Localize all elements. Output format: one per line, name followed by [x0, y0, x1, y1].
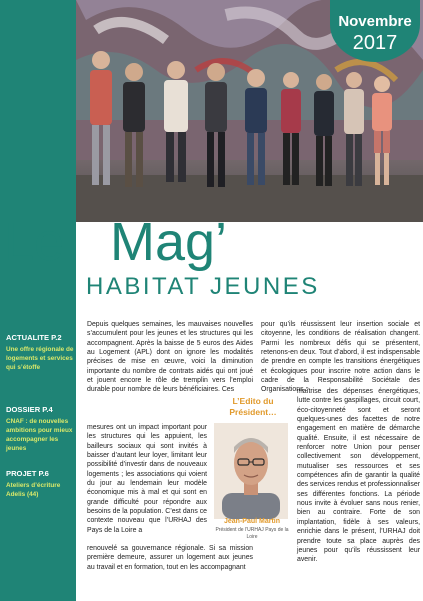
president-name: Jean-Paul Martin [223, 518, 280, 525]
sidebar-entry-actualite[interactable] [6, 333, 74, 372]
article-col2-narrow: maîtrise des dépenses énergétiques, lutte contre les gaspillages, circuit court, éco-citoyenneté sont et seront quelques-unes des facettes de notre engagement en matière de démarche qualité. Ensuite, il est nécessaire de renforcer notre Union pour penser collectivement son développement, mutualiser ses ressources et ses compétences afin de garantir la qualité des services rendus et professionnaliser ses différentes fonctions. La période nous invite à évoluer sans nous renier, bien au contraire. Forte de son implantation, fidèle à ses valeurs, enrichie dans le présent, l’URHAJ doit prendre toute sa place auprès des jeunes pour qu’ils réussissent leur avenir. [297, 388, 420, 564]
article-col2-top: pour qu’ils réussissent leur insertion sociale et citoyenne, les conditions de réalisation changent. Parmi les nombreux défis qui se présentent, retenons-en deux. Tout d’abord, il est indispensable de prendre en compte les transitions énergétiques et écologiques pour inscrire notre action dans le cadre de la Responsabilité Sociétale des Organisations : [261, 321, 420, 394]
sidebar-entry-text: Ateliers d’écriture Adelis (44) [6, 482, 61, 498]
article-col1-bottom: renouvelé sa gouvernance régionale. Si sa mission première demeure, assurer un logement aux jeunes au travail et en formation, tout en les accompagnant [87, 545, 253, 571]
sidebar-entry-dossier[interactable] [6, 405, 74, 453]
president-portrait [214, 423, 288, 519]
article-col1-top: Depuis quelques semaines, les mauvaises nouvelles s’accumulent pour les jeunes et les structures qui les accompagnent. Après la baisse de 5 euros des Aides au Logement (APL) dont on ignore les modalités précises de mise en œuvre, voici la diminution importante du nombre de contrats aidés qui ont joué et jouent encore le rôle de tremplin vers l’emploi durable pour nombre de leurs bénéficiaires. Ces [87, 321, 253, 394]
date-badge [330, 0, 420, 62]
sidebar-entry-head: PROJET P.6 [6, 469, 49, 478]
masthead-le: Le [4, 212, 65, 272]
president-role: Président de l’URHAJ Pays de la Loire [215, 527, 289, 540]
edito-title: L’Edito du Président… [229, 396, 277, 417]
issue-year: 2017 [352, 32, 398, 54]
sidebar-entry-projet[interactable] [6, 469, 74, 499]
sidebar-entry-text: Une offre régionale de logements et services qui s’étoffe [6, 346, 74, 371]
sidebar-band [0, 0, 76, 601]
sidebar-entry-text: CNAF : de nouvelles ambitions pour mieux accompagner les jeunes [6, 418, 73, 452]
masthead-subtitle: HABITAT JEUNES [86, 273, 320, 300]
issue-month: Novembre [338, 13, 412, 30]
sidebar-entry-head: DOSSIER P.4 [6, 405, 53, 414]
sidebar-entry-head: ACTUALITE P.2 [6, 333, 62, 342]
article-col1-narrow: mesures ont un impact important pour les structures qui les appuient, les bailleurs sociaux qui sont invités à baisser d’autant leur loyer, limitant leur possibilité d’investir dans de nouveaux logements ; les associations qui voient du jour au lendemain leur modèle économique mis à mal et qui sont en grande difficulté pour répondre aux besoins de la population. C’est dans ce contexte nouveau que l’URHAJ des Pays de la Loire a [87, 424, 207, 534]
masthead-mag: Mag’ [110, 212, 228, 272]
